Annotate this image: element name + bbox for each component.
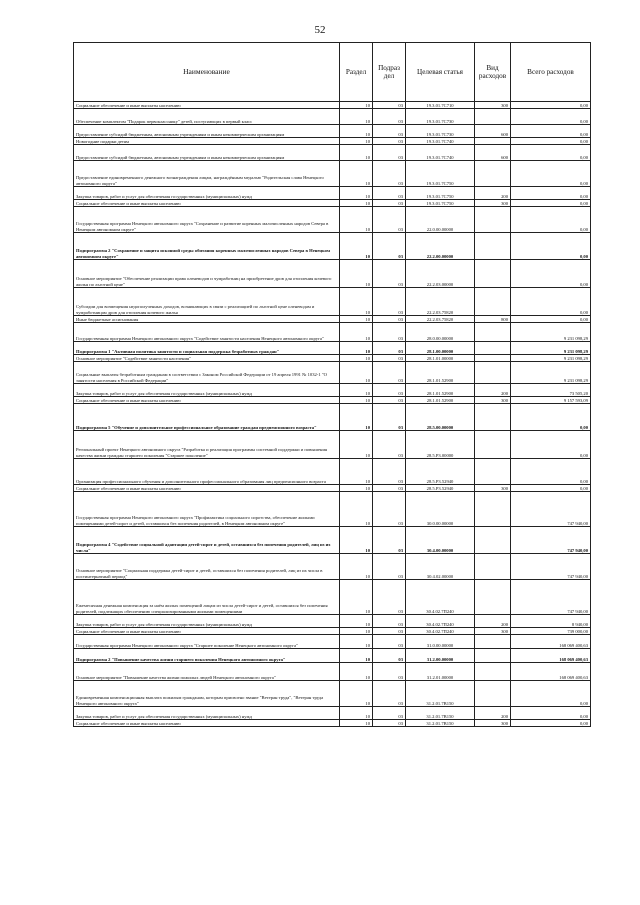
- cell-expense-type: [475, 635, 511, 649]
- cell-subsection: 03: [373, 260, 406, 288]
- table-row: [74, 161, 591, 187]
- cell-name: Социальное обеспечение и иные выплаты населению: [74, 102, 340, 109]
- cell-article: 19.3.01.7С750: [406, 161, 475, 187]
- cell-section: 10: [340, 384, 373, 397]
- cell-expense-type: 600: [475, 125, 511, 138]
- cell-article: 22.2.03.75820: [406, 288, 475, 316]
- cell-section: 10: [340, 485, 373, 492]
- cell-subsection: 03: [373, 527, 406, 554]
- cell-section: 10: [340, 109, 373, 125]
- cell-article: 31.2.00.00000: [406, 649, 475, 663]
- cell-subsection: 03: [373, 707, 406, 720]
- cell-section: 10: [340, 492, 373, 527]
- cell-name: Социальное обеспечение и иные выплаты населению: [74, 200, 340, 207]
- table-row: [74, 109, 591, 125]
- cell-expense-type: [475, 355, 511, 362]
- cell-article: 30.4.02.7П240: [406, 628, 475, 635]
- cell-name: Единовременная компенсационная выплата пожилым гражданам, которым присвоено звание "Ветеран труда", "Ветеран труда Ненецкого автономного округа": [74, 681, 340, 707]
- cell-name: Социальное обеспечение и иные выплаты населению: [74, 485, 340, 492]
- cell-article: 28.1.01.52900: [406, 384, 475, 397]
- cell-name: Подпрограмма 2 "Повышение качества жизни старшего поколения Ненецкого автономного округа": [74, 649, 340, 663]
- cell-subsection: 03: [373, 323, 406, 342]
- cell-total: 747 940,00: [511, 527, 591, 554]
- cell-subsection: 03: [373, 635, 406, 649]
- cell-name: Основное мероприятие "Повышение качества жизни пожилых людей Ненецкого автономного округа": [74, 663, 340, 681]
- cell-expense-type: [475, 207, 511, 233]
- cell-total: 0,00: [511, 109, 591, 125]
- table-row: [74, 720, 591, 727]
- cell-article: 19.3.01.7С740: [406, 138, 475, 145]
- table-row: [74, 431, 591, 459]
- cell-name: Государственная программа Ненецкого автономного округа "Старшее поколение Ненецкого автономного округа": [74, 635, 340, 649]
- cell-subsection: 03: [373, 145, 406, 161]
- cell-expense-type: [475, 663, 511, 681]
- table-row: [74, 125, 591, 138]
- cell-subsection: 03: [373, 431, 406, 459]
- cell-section: 10: [340, 459, 373, 485]
- cell-total: 0,00: [511, 138, 591, 145]
- cell-article: 31.0.00.00000: [406, 635, 475, 649]
- cell-section: 10: [340, 207, 373, 233]
- cell-section: 10: [340, 342, 373, 355]
- cell-subsection: 03: [373, 615, 406, 628]
- cell-section: 10: [340, 125, 373, 138]
- cell-expense-type: [475, 362, 511, 384]
- cell-expense-type: [475, 260, 511, 288]
- cell-expense-type: [475, 342, 511, 355]
- cell-name: Региональный проект Ненецкого автономного округа "Разработка и реализация программы системной поддержки и повышения качества жизни граждан старшего поколения "Старшее поколение": [74, 431, 340, 459]
- cell-name: Подпрограмма 4 "Содействие социальной адаптации детей-сирот и детей, оставшихся без попечения родителей, лиц из их числа": [74, 527, 340, 554]
- cell-name: Государственная программа Ненецкого автономного округа "Содействие занятости населения Ненецкого автономного округа": [74, 323, 340, 342]
- cell-name: Основное мероприятие "Обеспечение реализации права оленеводов и чумработниц на приобретение дров для отопления кочевого жилья по льготной цене": [74, 260, 340, 288]
- cell-name: Предоставление единовременного денежного вознаграждения лицам, награждённым медалью "Родительская слава Ненецкого автономного округа": [74, 161, 340, 187]
- cell-total: 0,00: [511, 200, 591, 207]
- cell-article: 19.3.01.7С710: [406, 102, 475, 109]
- cell-total: 0,00: [511, 404, 591, 431]
- cell-section: 10: [340, 288, 373, 316]
- cell-total: 0,00: [511, 161, 591, 187]
- cell-expense-type: [475, 288, 511, 316]
- cell-total: 9 231 098,29: [511, 355, 591, 362]
- cell-expense-type: 300: [475, 397, 511, 404]
- table-row: [74, 681, 591, 707]
- cell-section: 10: [340, 145, 373, 161]
- cell-total: 0,00: [511, 316, 591, 323]
- cell-subsection: 03: [373, 459, 406, 485]
- cell-article: 30.4.02.7П240: [406, 615, 475, 628]
- table-row: [74, 138, 591, 145]
- cell-name: Подпрограмма 1 "Активная политика занятости и социальная поддержка безработных граждан": [74, 342, 340, 355]
- cell-section: 10: [340, 707, 373, 720]
- cell-subsection: 03: [373, 663, 406, 681]
- cell-article: 31.2.01.7В150: [406, 707, 475, 720]
- cell-total: 9 231 098,29: [511, 323, 591, 342]
- cell-expense-type: [475, 431, 511, 459]
- cell-name: Новогодние подарки детям: [74, 138, 340, 145]
- cell-expense-type: 800: [475, 316, 511, 323]
- cell-expense-type: 300: [475, 628, 511, 635]
- cell-name: Субсидии для возмещения недополученных доходов, возникающих в связи с реализацией по льготной цене оленеводам и чумработницам дров для отопления кочевого жилья: [74, 288, 340, 316]
- cell-total: 8 940,00: [511, 615, 591, 628]
- cell-name: Предоставление субсидий бюджетным, автономным учреждениям и иным некоммерческим организациям: [74, 125, 340, 138]
- cell-section: 10: [340, 663, 373, 681]
- cell-name: Государственная программа Ненецкого автономного округа "Сохранение и развитие коренных малочисленных народов Севера в Ненецком автономном округе": [74, 207, 340, 233]
- cell-section: 10: [340, 628, 373, 635]
- cell-article: 28.5.P3.52940: [406, 485, 475, 492]
- cell-name: Социальное обеспечение и иные выплаты населению: [74, 720, 340, 727]
- cell-name: Обеспечение комплектом "Подарок первокласснику" детей, поступающих в первый класс: [74, 109, 340, 125]
- table-row: [74, 145, 591, 161]
- cell-article: 28.1.00.00000: [406, 342, 475, 355]
- cell-subsection: 03: [373, 628, 406, 635]
- cell-subsection: 03: [373, 397, 406, 404]
- cell-expense-type: 300: [475, 720, 511, 727]
- cell-expense-type: [475, 492, 511, 527]
- cell-expense-type: 300: [475, 102, 511, 109]
- cell-name: Иные бюджетные ассигнования: [74, 316, 340, 323]
- cell-subsection: 03: [373, 404, 406, 431]
- budget-table: [73, 42, 591, 727]
- table-row: [74, 102, 591, 109]
- cell-name: Ежемесячная денежная компенсация за наём жилых помещений лицам из числа детей-сирот и детей, оставшихся без попечения родителей, подлежащих обеспечению специализированными жилыми помещениями: [74, 580, 340, 615]
- cell-subsection: 03: [373, 681, 406, 707]
- cell-article: 19.3.01.7С740: [406, 145, 475, 161]
- header-article: Целевая статья: [406, 43, 475, 102]
- table-row: [74, 362, 591, 384]
- page-number: 52: [314, 24, 326, 36]
- table-row: [74, 527, 591, 554]
- cell-expense-type: [475, 109, 511, 125]
- cell-article: 30.4.02.7П240: [406, 580, 475, 615]
- table-header-row: [74, 43, 591, 102]
- cell-name: Социальные выплаты безработным гражданам в соответствии с Законом Российской Федерации от 19 апреля 1991 № 1032-1 "О занятости населения в Российской Федерации": [74, 362, 340, 384]
- cell-section: 10: [340, 431, 373, 459]
- header-subsection: Подраз дел: [373, 43, 406, 102]
- cell-section: 10: [340, 615, 373, 628]
- cell-section: 10: [340, 260, 373, 288]
- cell-article: 28.5.00.00000: [406, 404, 475, 431]
- table-row: [74, 707, 591, 720]
- cell-name: Подпрограмма 5 "Обучение и дополнительное профессиональное образование граждан предпенсионного возраста": [74, 404, 340, 431]
- cell-article: 30.4.00.00000: [406, 527, 475, 554]
- table-row: [74, 233, 591, 260]
- cell-total: 0,00: [511, 145, 591, 161]
- cell-name: Основное мероприятие "Социальная поддержка детей-сирот и детей, оставшихся без попечения родителей, лиц из их числа в постинтернатный период": [74, 554, 340, 580]
- cell-name: Социальное обеспечение и иные выплаты населению: [74, 628, 340, 635]
- table-row: [74, 459, 591, 485]
- cell-subsection: 03: [373, 102, 406, 109]
- cell-total: 0,00: [511, 187, 591, 200]
- cell-total: 0,00: [511, 707, 591, 720]
- cell-article: 19.3.01.7С730: [406, 125, 475, 138]
- cell-article: 22.2.03.00000: [406, 260, 475, 288]
- cell-expense-type: [475, 138, 511, 145]
- cell-subsection: 03: [373, 342, 406, 355]
- cell-total: 9 231 098,29: [511, 342, 591, 355]
- cell-total: 168 069 400,63: [511, 663, 591, 681]
- cell-article: 22.0.00.00000: [406, 207, 475, 233]
- cell-subsection: 03: [373, 109, 406, 125]
- cell-section: 10: [340, 527, 373, 554]
- cell-subsection: 03: [373, 649, 406, 663]
- table-row: [74, 554, 591, 580]
- table-row: [74, 628, 591, 635]
- cell-section: 10: [340, 355, 373, 362]
- cell-total: 747 940,00: [511, 492, 591, 527]
- cell-subsection: 03: [373, 554, 406, 580]
- cell-expense-type: 200: [475, 187, 511, 200]
- cell-expense-type: [475, 404, 511, 431]
- cell-total: 0,00: [511, 233, 591, 260]
- cell-name: Закупка товаров, работ и услуг для обеспечения государственных (муниципальных) нужд: [74, 615, 340, 628]
- table-row: [74, 663, 591, 681]
- cell-total: 0,00: [511, 720, 591, 727]
- cell-subsection: 03: [373, 492, 406, 527]
- cell-section: 10: [340, 580, 373, 615]
- cell-expense-type: 200: [475, 707, 511, 720]
- cell-article: 28.0.00.00000: [406, 323, 475, 342]
- cell-section: 10: [340, 681, 373, 707]
- cell-total: 0,00: [511, 681, 591, 707]
- cell-article: 28.1.01.52900: [406, 362, 475, 384]
- cell-total: 0,00: [511, 260, 591, 288]
- cell-section: 10: [340, 397, 373, 404]
- cell-expense-type: 200: [475, 615, 511, 628]
- cell-name: Предоставление субсидий бюджетным, автономным учреждениям и иным некоммерческим организациям: [74, 145, 340, 161]
- cell-section: 10: [340, 649, 373, 663]
- cell-section: 10: [340, 554, 373, 580]
- cell-section: 10: [340, 323, 373, 342]
- header-expense-type: Вид расходов: [475, 43, 511, 102]
- table-row: [74, 580, 591, 615]
- cell-subsection: 03: [373, 580, 406, 615]
- cell-total: 168 069 400,63: [511, 649, 591, 663]
- cell-section: 10: [340, 233, 373, 260]
- cell-total: 0,00: [511, 459, 591, 485]
- cell-name: Социальное обеспечение и иные выплаты населению: [74, 397, 340, 404]
- header-total: Всего расходов: [511, 43, 591, 102]
- cell-total: 168 069 400,63: [511, 635, 591, 649]
- cell-section: 10: [340, 720, 373, 727]
- cell-total: 747 940,00: [511, 554, 591, 580]
- table-row: [74, 187, 591, 200]
- table-row: [74, 649, 591, 663]
- cell-total: 0,00: [511, 207, 591, 233]
- cell-subsection: 03: [373, 316, 406, 323]
- table-row: [74, 492, 591, 527]
- cell-subsection: 03: [373, 200, 406, 207]
- cell-total: 0,00: [511, 431, 591, 459]
- table-row: [74, 288, 591, 316]
- cell-section: 10: [340, 316, 373, 323]
- cell-article: 22.2.03.75820: [406, 316, 475, 323]
- cell-article: 28.1.01.00000: [406, 355, 475, 362]
- cell-article: 28.1.01.52900: [406, 397, 475, 404]
- cell-total: 0,00: [511, 485, 591, 492]
- cell-section: 10: [340, 200, 373, 207]
- cell-article: 30.0.00.00000: [406, 492, 475, 527]
- cell-expense-type: [475, 233, 511, 260]
- cell-name: Подпрограмма 2 "Сохранение и защита исконной среды обитания коренных малочисленных народов Севера в Ненецком автономном округе": [74, 233, 340, 260]
- cell-total: 739 000,00: [511, 628, 591, 635]
- cell-name: Закупка товаров, работ и услуг для обеспечения государственных (муниципальных) нужд: [74, 707, 340, 720]
- cell-subsection: 03: [373, 355, 406, 362]
- cell-expense-type: [475, 554, 511, 580]
- cell-section: 10: [340, 187, 373, 200]
- cell-expense-type: [475, 681, 511, 707]
- cell-total: 747 940,00: [511, 580, 591, 615]
- cell-section: 10: [340, 362, 373, 384]
- cell-subsection: 03: [373, 233, 406, 260]
- cell-subsection: 03: [373, 288, 406, 316]
- cell-name: Закупка товаров, работ и услуг для обеспечения государственных (муниципальных) нужд: [74, 187, 340, 200]
- table-row: [74, 207, 591, 233]
- cell-article: 31.2.01.7В150: [406, 720, 475, 727]
- cell-expense-type: 600: [475, 145, 511, 161]
- cell-expense-type: [475, 459, 511, 485]
- cell-article: 28.5.P3.52940: [406, 459, 475, 485]
- cell-expense-type: [475, 323, 511, 342]
- cell-total: 9 231 098,29: [511, 362, 591, 384]
- cell-section: 10: [340, 102, 373, 109]
- cell-expense-type: [475, 649, 511, 663]
- cell-article: 22.2.00.00000: [406, 233, 475, 260]
- cell-subsection: 03: [373, 485, 406, 492]
- table-row: [74, 615, 591, 628]
- table-row: [74, 397, 591, 404]
- table-row: [74, 355, 591, 362]
- cell-article: 31.2.01.00000: [406, 663, 475, 681]
- cell-expense-type: 300: [475, 200, 511, 207]
- cell-subsection: 03: [373, 138, 406, 145]
- cell-article: 19.3.01.7С750: [406, 200, 475, 207]
- cell-article: 19.3.01.7С750: [406, 187, 475, 200]
- cell-section: 10: [340, 138, 373, 145]
- table-row: [74, 316, 591, 323]
- cell-section: 10: [340, 635, 373, 649]
- cell-total: 73 505,20: [511, 384, 591, 397]
- cell-subsection: 03: [373, 161, 406, 187]
- cell-subsection: 03: [373, 720, 406, 727]
- cell-article: 19.3.01.7С730: [406, 109, 475, 125]
- table-row: [74, 635, 591, 649]
- table-row: [74, 342, 591, 355]
- cell-expense-type: 300: [475, 485, 511, 492]
- cell-name: Государственная программа Ненецкого автономного округа "Профилактика социального сиротства, обеспечение жилыми помещениями детей-сирот и детей, оставшихся без попечения родителей, в Ненецком автономном округе": [74, 492, 340, 527]
- cell-section: 10: [340, 404, 373, 431]
- cell-article: 28.5.P3.00000: [406, 431, 475, 459]
- cell-total: 0,00: [511, 288, 591, 316]
- cell-section: 10: [340, 161, 373, 187]
- table-row: [74, 404, 591, 431]
- cell-subsection: 03: [373, 207, 406, 233]
- table-row: [74, 485, 591, 492]
- cell-expense-type: [475, 161, 511, 187]
- header-name: Наименование: [74, 43, 340, 102]
- cell-subsection: 03: [373, 362, 406, 384]
- cell-name: Организация профессионального обучения и дополнительного профессионального образования лиц предпенсионного возраста: [74, 459, 340, 485]
- cell-subsection: 03: [373, 384, 406, 397]
- header-section: Раздел: [340, 43, 373, 102]
- cell-total: 9 157 593,09: [511, 397, 591, 404]
- cell-subsection: 03: [373, 187, 406, 200]
- cell-name: Основное мероприятие "Содействие занятости населения": [74, 355, 340, 362]
- table-body: [74, 102, 591, 727]
- cell-name: Закупка товаров, работ и услуг для обеспечения государственных (муниципальных) нужд: [74, 384, 340, 397]
- cell-article: 30.4.02.00000: [406, 554, 475, 580]
- table-row: [74, 384, 591, 397]
- cell-article: 31.2.01.7В150: [406, 681, 475, 707]
- cell-expense-type: [475, 527, 511, 554]
- cell-expense-type: [475, 580, 511, 615]
- cell-subsection: 03: [373, 125, 406, 138]
- table-row: [74, 323, 591, 342]
- table-row: [74, 200, 591, 207]
- cell-expense-type: 200: [475, 384, 511, 397]
- cell-total: 0,00: [511, 102, 591, 109]
- table-row: [74, 260, 591, 288]
- cell-total: 0,00: [511, 125, 591, 138]
